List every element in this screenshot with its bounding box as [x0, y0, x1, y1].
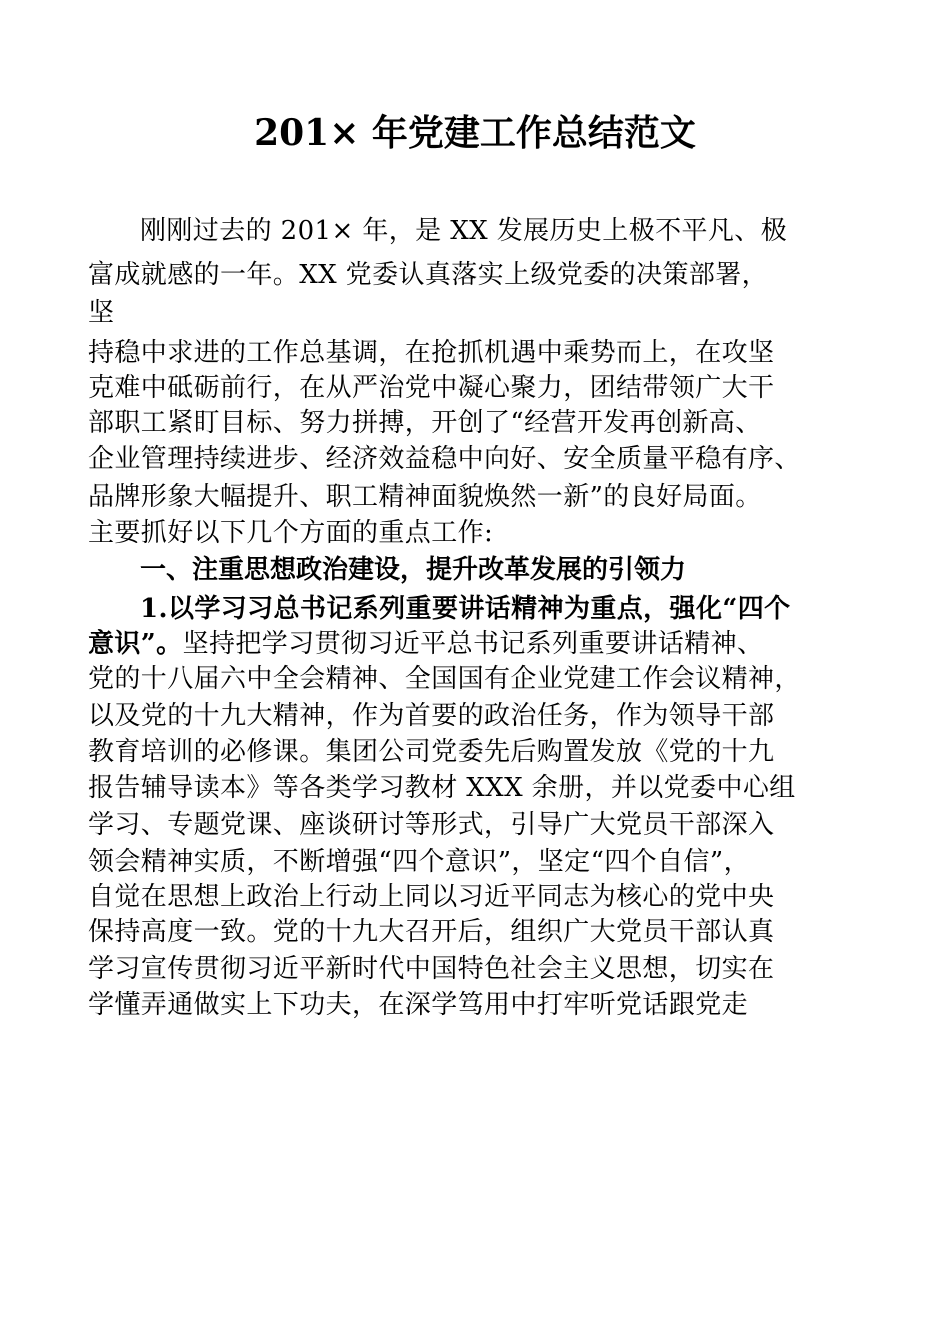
paragraph-line: 报告辅导读本》等各类学习教材 XXX 余册，并以党委中心组	[88, 773, 796, 803]
document-title: 201× 年党建工作总结范文	[254, 112, 696, 154]
paragraph-line: 党的十八届六中全会精神、全国国有企业党建工作会议精神，	[88, 664, 801, 694]
paragraph-line: 品牌形象大幅提升、职工精神面貌焕然一新”的良好局面。	[88, 482, 762, 512]
paragraph-line: 自觉在思想上政治上行动上同以习近平同志为核心的党中央	[88, 882, 775, 912]
paragraph-line: 领会精神实质，不断增强“四个意识”，坚定“四个自信”，	[88, 847, 750, 877]
paragraph-line: 持稳中求进的工作总基调，在抢抓机遇中乘势而上，在攻坚	[88, 338, 775, 368]
paragraph-line: 克难中砥砺前行，在从严治党中凝心聚力，团结带领广大干	[88, 373, 775, 403]
paragraph-line: 保持高度一致。党的十九大召开后，组织广大党员干部认真	[88, 917, 775, 947]
paragraph-line: 刚刚过去的 201× 年，是 XX 发展历史上极不平凡、极	[140, 216, 788, 246]
section-heading: 一、注重思想政治建设，提升改革发展的引领力	[140, 555, 687, 585]
paragraph-line: 富成就感的一年。XX 党委认真落实上级党委的决策部署，	[88, 260, 769, 290]
subsection-heading: 1.以学习习总书记系列重要讲话精神为重点，强化“四个	[140, 594, 791, 624]
paragraph-line: 企业管理持续进步、经济效益稳中向好、安全质量平稳有序、	[88, 444, 801, 474]
subsection-heading-end: 意识”。	[88, 629, 183, 659]
paragraph-line: 以及党的十九大精神，作为首要的政治任务，作为领导干部	[88, 701, 775, 731]
paragraph-line: 部职工紧盯目标、努力拼搏，开创了“经营开发再创新高、	[88, 408, 762, 438]
paragraph-line: 教育培训的必修课。集团公司党委先后购置发放《党的十九	[88, 737, 775, 767]
paragraph-line: 学懂弄通做实上下功夫，在深学笃用中打牢听党话跟党走	[88, 990, 749, 1020]
paragraph-line: 坚	[88, 298, 115, 328]
paragraph-line	[88, 627, 763, 661]
paragraph-line: 学习、专题党课、座谈研讨等形式，引导广大党员干部深入	[88, 810, 775, 840]
paragraph-text: 坚持把学习贯彻习近平总书记系列重要讲话精神、	[182, 629, 764, 659]
paragraph-line: 学习宣传贯彻习近平新时代中国特色社会主义思想，切实在	[88, 954, 775, 984]
paragraph-line: 主要抓好以下几个方面的重点工作:	[88, 518, 494, 548]
